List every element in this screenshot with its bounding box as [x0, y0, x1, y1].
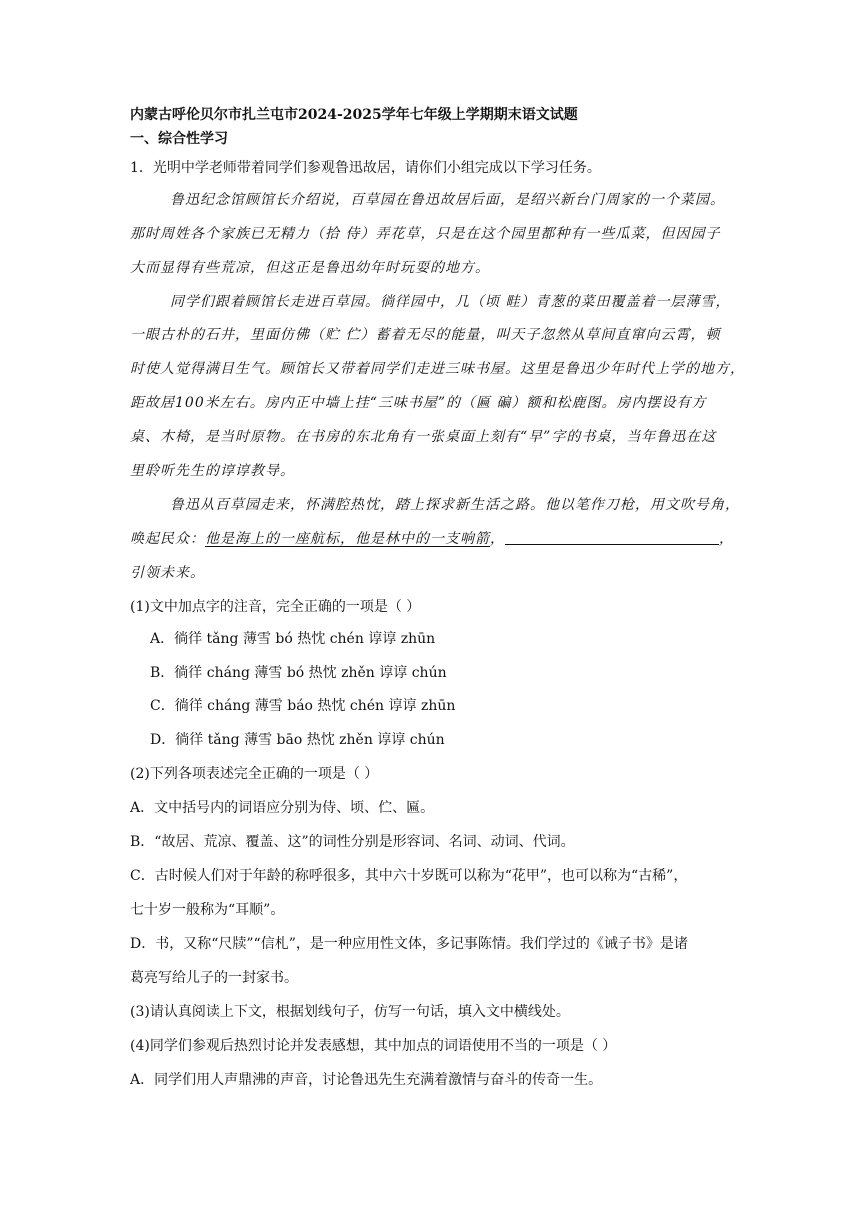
passage-line: 鲁迅从百草园走来，怀满腔热忱，踏上探求新生活之路。他以笔作刀枪，用文吹号角，	[170, 497, 740, 513]
option-c: C．徜徉 cháng 薄雪 báo 热忱 chén 谆谆 zhūn	[150, 698, 456, 714]
sub2-line: B．“故居、荒凉、覆盖、这”的词性分别是形容词、名词、动词、代词。	[130, 834, 575, 850]
option-d: D．徜徉 tǎng 薄雪 bāo 热忱 zhěn 谆谆 chún	[150, 732, 445, 748]
sub4-option-a: A．同学们用人声鼎沸的声音，讨论鲁迅先生充满着激情与奋斗的传奇一生。	[130, 1072, 603, 1088]
passage-line: 鲁迅纪念馆顾馆长介绍说，百草园在鲁迅故居后面，是绍兴新台门周家的一个菜园。	[170, 192, 725, 208]
sub-question-4: (4)同学们参观后热烈讨论并发表感想，其中加点的词语使用不当的一项是（ ）	[130, 1038, 617, 1054]
sub2-line: D．书，又称“尺牍”“信札”，是一种应用性文体，多记事陈情。我们学过的《诫子书》是诸	[130, 936, 688, 952]
passage-line: 引领未来。	[130, 565, 205, 581]
question-1-intro: 1．光明中学老师带着同学们参观鲁迅故居，请你们小组完成以下学习任务。	[130, 160, 601, 176]
passage-text: ，	[719, 531, 734, 547]
passage-line: 大而显得有些荒凉，但这正是鲁迅幼年时玩耍的地方。	[130, 260, 490, 276]
sub2-line: 七十岁一般称为“耳顺”。	[130, 902, 285, 918]
exam-title: 内蒙古呼伦贝尔市扎兰屯市2024-2025学年七年级上学期期末语文试题	[130, 107, 578, 123]
sub-question-1: (1)文中加点字的注音，完全正确的一项是（ ）	[130, 599, 421, 615]
option-b: B．徜徉 cháng 薄雪 bó 热忱 zhěn 谆谆 chún	[150, 665, 447, 681]
sub-question-2: (2)下列各项表述完全正确的一项是（ ）	[130, 766, 379, 782]
passage-line: 桌、木椅，是当时原物。在书房的东北角有一张桌面上刻有“早”字的书桌，当年鲁迅在这	[130, 429, 717, 445]
section-heading: 一、综合性学习	[130, 131, 228, 147]
sub2-line: 葛亮写给儿子的一封家书。	[130, 970, 298, 986]
passage-text: 唤起民众：	[130, 531, 205, 547]
passage-line: 那时周姓各个家族已无精力（拾 侍）弄花草，只是在这个园里都种有一些瓜菜，但因园子	[130, 226, 721, 242]
fill-in-blank[interactable]	[505, 530, 719, 545]
sub2-line: C．古时候人们对于年龄的称呼很多，其中六十岁既可以称为“花甲”，也可以称为“古稀”，	[130, 868, 688, 884]
option-a: A．徜徉 tǎng 薄雪 bó 热忱 chén 谆谆 zhūn	[150, 631, 436, 647]
passage-line: 距故居100米左右。房内正中墙上挂“三味书屋”的（匾 碥）额和松鹿图。房内摆设有方	[130, 395, 707, 411]
passage-line: 里聆听先生的谆谆教导。	[130, 463, 295, 479]
underlined-sentence: 他是海上的一座航标，他是林中的一支响箭	[205, 531, 490, 547]
passage-line: 时使人觉得满目生气。顾馆长又带着同学们走进三味书屋。这里是鲁迅少年时代上学的地方，	[130, 361, 745, 377]
passage-line: 同学们跟着顾馆长走进百草园。徜徉园中，几（顷 畦）青葱的菜田覆盖着一层薄雪，	[170, 294, 731, 310]
passage-text: ，	[490, 531, 505, 547]
passage-line: 一眼古朴的石井，里面仿佛（贮 伫）蓄着无尽的能量，叫天子忽然从草间直窜向云霄，顿	[130, 327, 721, 343]
sub2-line: A．文中括号内的词语应分别为侍、顷、伫、匾。	[130, 800, 435, 816]
passage-line-with-blank	[130, 529, 734, 549]
sub-question-3: (3)请认真阅读上下文，根据划线句子，仿写一句话，填入文中横线处。	[130, 1004, 570, 1020]
